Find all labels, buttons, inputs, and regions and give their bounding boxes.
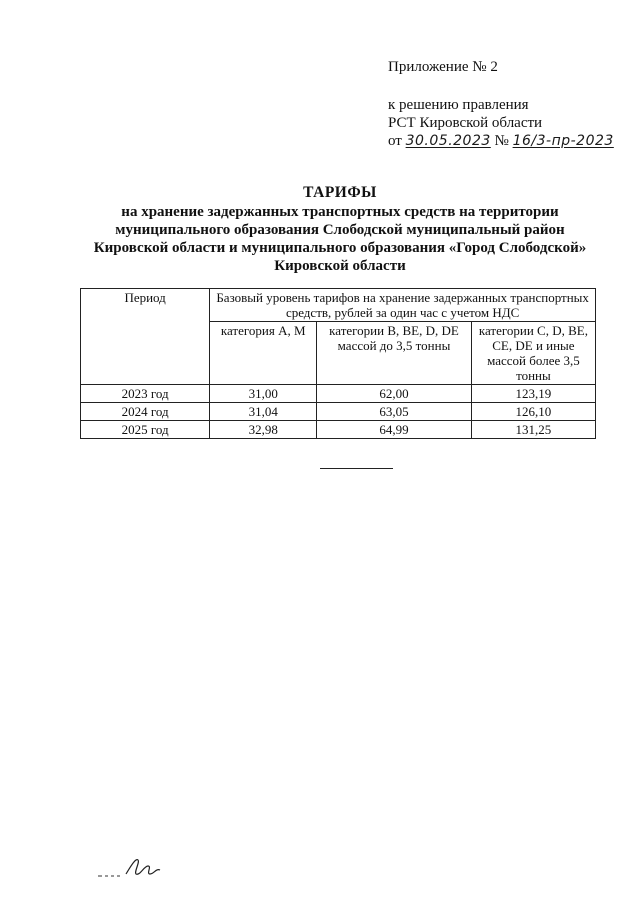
category-a-cell: 31,00 [210,385,317,403]
tariff-group-header: Базовый уровень тарифов на хранение задержанных транспортных средств, рублей за один час с учетом НДС [210,289,596,322]
appendix-organization-line: РСТ Кировской области [388,115,543,131]
handwritten-date: 30.05.2023 [405,133,491,149]
title-line-3: Кировской области и муниципального образования «Город Слободской» [93,240,587,256]
title-line-2: муниципального образования Слободской муниципальный район [115,222,565,238]
category-c-cell: 126,10 [471,403,595,421]
period-cell: 2024 год [81,403,210,421]
category-a-header: категория А, М [210,322,317,385]
document-title: ТАРИФЫ [303,184,377,201]
tariffs-table [80,288,596,439]
category-b-cell: 62,00 [317,385,472,403]
table-row [81,385,596,403]
appendix-block [388,58,628,150]
end-divider-line [320,468,393,469]
title-line-1: на хранение задержанных транспортных средств на территории [121,204,559,220]
title-line-4: Кировской области [274,258,406,274]
document-title-block [70,184,610,275]
category-b-cell: 63,05 [317,403,472,421]
appendix-date-line [388,132,628,150]
category-b-cell: 64,99 [317,421,472,439]
category-c-cell: 131,25 [471,421,595,439]
table-row [81,421,596,439]
category-a-cell: 31,04 [210,403,317,421]
category-c-cell: 123,19 [471,385,595,403]
category-a-cell: 32,98 [210,421,317,439]
appendix-title: Приложение № 2 [388,59,498,75]
date-prefix: от [388,133,402,149]
period-header: Период [81,289,210,385]
signature-mark [96,852,166,882]
period-cell: 2023 год [81,385,210,403]
handwritten-number: 16/3-пр-2023 [512,133,614,149]
number-sign: № [494,133,509,149]
table-row [81,403,596,421]
table-header-row [81,289,596,322]
appendix-decision-line: к решению правления [388,97,529,113]
category-b-header: категории В, ВЕ, D, DЕ массой до 3,5 тонны [317,322,472,385]
period-cell: 2025 год [81,421,210,439]
category-c-header: категории С, D, ВЕ, СЕ, DЕ и иные массой более 3,5 тонны [471,322,595,385]
